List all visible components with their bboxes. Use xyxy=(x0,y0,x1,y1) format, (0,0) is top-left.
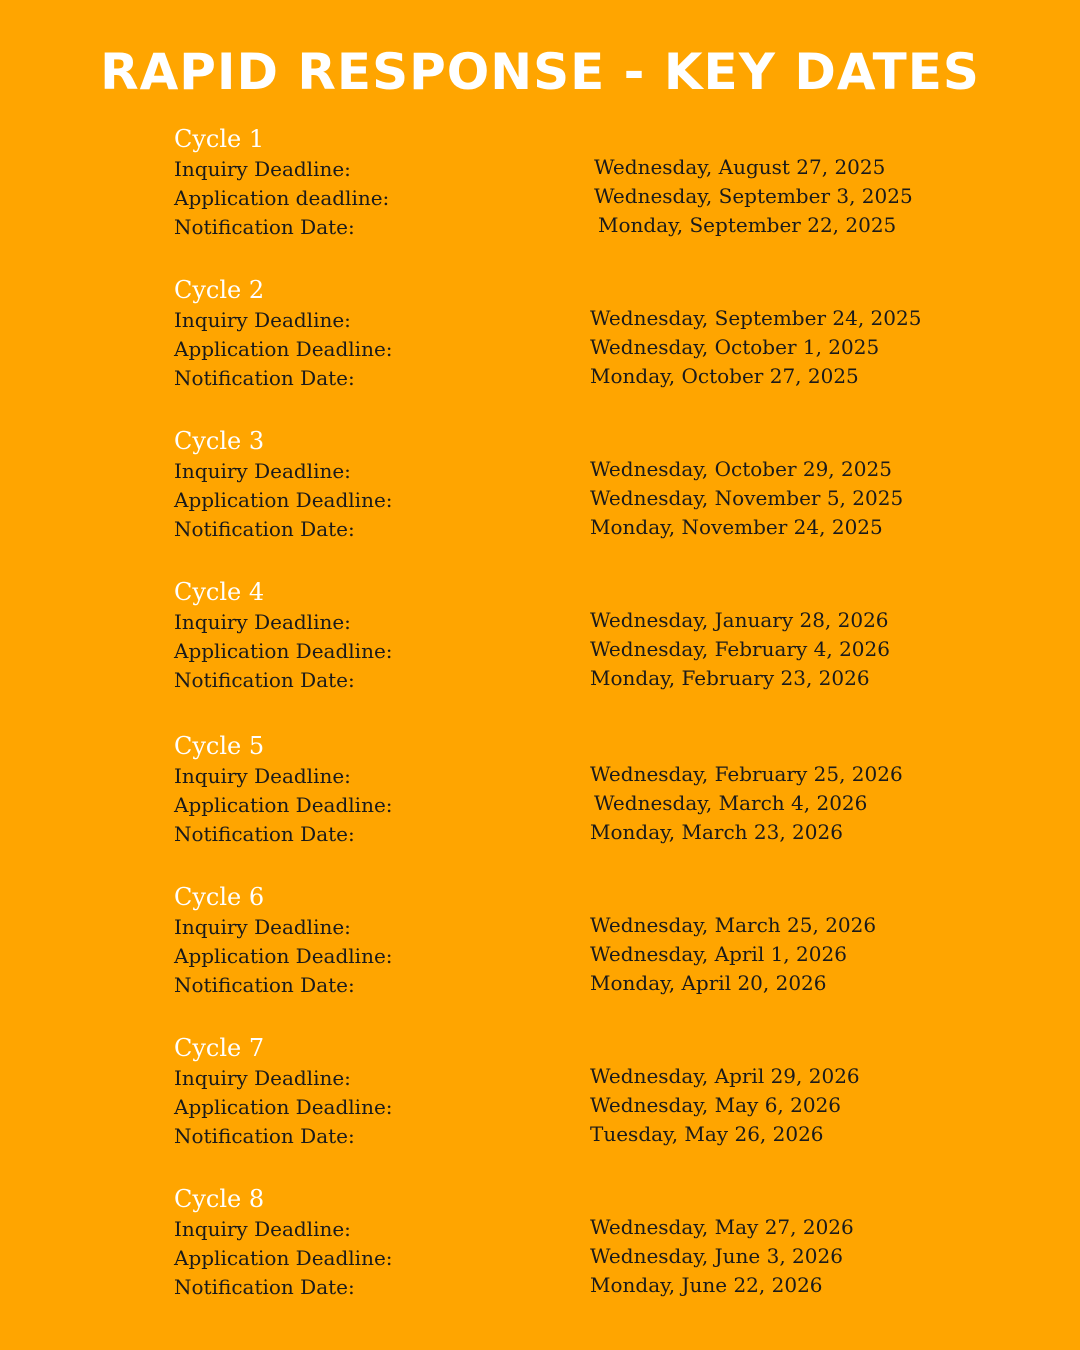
row-label: Notification Date: xyxy=(174,822,355,846)
row-date: Wednesday, February 4, 2026 xyxy=(590,637,890,661)
row-date: Wednesday, August 27, 2025 xyxy=(594,155,886,179)
cycle-4 xyxy=(174,577,934,727)
row-date: Wednesday, May 27, 2026 xyxy=(590,1215,854,1239)
row-label: Notification Date: xyxy=(174,517,355,541)
row-date: Wednesday, October 29, 2025 xyxy=(590,457,892,481)
row-label: Application Deadline: xyxy=(174,793,393,817)
application-deadline-row xyxy=(174,1244,934,1273)
cycle-heading: Cycle 5 xyxy=(174,732,265,760)
row-date: Monday, June 22, 2026 xyxy=(590,1273,823,1297)
row-date: Wednesday, January 28, 2026 xyxy=(590,608,889,632)
application-deadline-row xyxy=(174,637,934,666)
inquiry-deadline-row xyxy=(174,608,934,637)
inquiry-deadline-row xyxy=(174,1064,934,1093)
row-date: Wednesday, September 3, 2025 xyxy=(594,184,913,208)
row-label: Notification Date: xyxy=(174,1124,355,1148)
row-date: Wednesday, September 24, 2025 xyxy=(590,306,922,330)
row-label: Inquiry Deadline: xyxy=(174,1217,351,1241)
page-title: RAPID RESPONSE - KEY DATES xyxy=(100,43,980,101)
row-date: Wednesday, November 5, 2025 xyxy=(590,486,904,510)
row-label: Inquiry Deadline: xyxy=(174,764,351,788)
cycle-6 xyxy=(174,882,934,1032)
notification-date-row xyxy=(174,1122,934,1151)
application-deadline-row xyxy=(174,486,934,515)
cycle-7 xyxy=(174,1033,934,1183)
row-date: Wednesday, October 1, 2025 xyxy=(590,335,880,359)
cycle-1 xyxy=(174,124,934,274)
row-label: Inquiry Deadline: xyxy=(174,915,351,939)
row-label: Inquiry Deadline: xyxy=(174,459,351,483)
row-label: Notification Date: xyxy=(174,366,355,390)
row-date: Monday, February 23, 2026 xyxy=(590,666,870,690)
cycle-3 xyxy=(174,426,934,576)
row-label: Inquiry Deadline: xyxy=(174,610,351,634)
cycle-heading: Cycle 3 xyxy=(174,427,265,455)
row-date: Tuesday, May 26, 2026 xyxy=(590,1122,824,1146)
inquiry-deadline-row xyxy=(174,155,934,184)
row-date: Monday, November 24, 2025 xyxy=(590,515,883,539)
row-date: Monday, October 27, 2025 xyxy=(590,364,859,388)
cycle-heading: Cycle 4 xyxy=(174,578,265,606)
application-deadline-row xyxy=(174,791,934,820)
row-date: Wednesday, June 3, 2026 xyxy=(590,1244,843,1268)
notification-date-row xyxy=(174,364,934,393)
row-label: Application deadline: xyxy=(174,186,390,210)
notification-date-row xyxy=(174,515,934,544)
cycle-8 xyxy=(174,1184,934,1334)
row-date: Monday, April 20, 2026 xyxy=(590,971,827,995)
inquiry-deadline-row xyxy=(174,457,934,486)
cycle-heading: Cycle 8 xyxy=(174,1185,265,1213)
row-label: Notification Date: xyxy=(174,1275,355,1299)
row-label: Application Deadline: xyxy=(174,1095,393,1119)
cycle-5 xyxy=(174,731,934,881)
notification-date-row xyxy=(174,820,934,849)
row-label: Application Deadline: xyxy=(174,337,393,361)
row-label: Application Deadline: xyxy=(174,639,393,663)
cycle-heading: Cycle 2 xyxy=(174,276,265,304)
row-label: Notification Date: xyxy=(174,668,355,692)
row-date: Wednesday, March 4, 2026 xyxy=(594,791,868,815)
inquiry-deadline-row xyxy=(174,913,934,942)
row-label: Application Deadline: xyxy=(174,944,393,968)
cycle-2 xyxy=(174,275,934,425)
row-date: Wednesday, May 6, 2026 xyxy=(590,1093,842,1117)
cycle-heading: Cycle 7 xyxy=(174,1034,265,1062)
application-deadline-row xyxy=(174,942,934,971)
cycle-heading: Cycle 6 xyxy=(174,883,265,911)
row-label: Inquiry Deadline: xyxy=(174,157,351,181)
row-date: Wednesday, March 25, 2026 xyxy=(590,913,877,937)
row-date: Monday, March 23, 2026 xyxy=(590,820,843,844)
notification-date-row xyxy=(174,666,934,695)
application-deadline-row xyxy=(174,1093,934,1122)
inquiry-deadline-row xyxy=(174,762,934,791)
notification-date-row xyxy=(174,213,934,242)
cycle-heading: Cycle 1 xyxy=(174,125,265,153)
row-date: Wednesday, April 1, 2026 xyxy=(590,942,847,966)
inquiry-deadline-row xyxy=(174,1215,934,1244)
inquiry-deadline-row xyxy=(174,306,934,335)
row-date: Wednesday, April 29, 2026 xyxy=(590,1064,860,1088)
row-label: Notification Date: xyxy=(174,215,355,239)
row-label: Notification Date: xyxy=(174,973,355,997)
notification-date-row xyxy=(174,971,934,1000)
row-date: Wednesday, February 25, 2026 xyxy=(590,762,903,786)
notification-date-row xyxy=(174,1273,934,1302)
application-deadline-row xyxy=(174,335,934,364)
row-label: Inquiry Deadline: xyxy=(174,308,351,332)
row-label: Application Deadline: xyxy=(174,488,393,512)
row-label: Application Deadline: xyxy=(174,1246,393,1270)
row-date: Monday, September 22, 2025 xyxy=(598,213,897,237)
application-deadline-row xyxy=(174,184,934,213)
row-label: Inquiry Deadline: xyxy=(174,1066,351,1090)
